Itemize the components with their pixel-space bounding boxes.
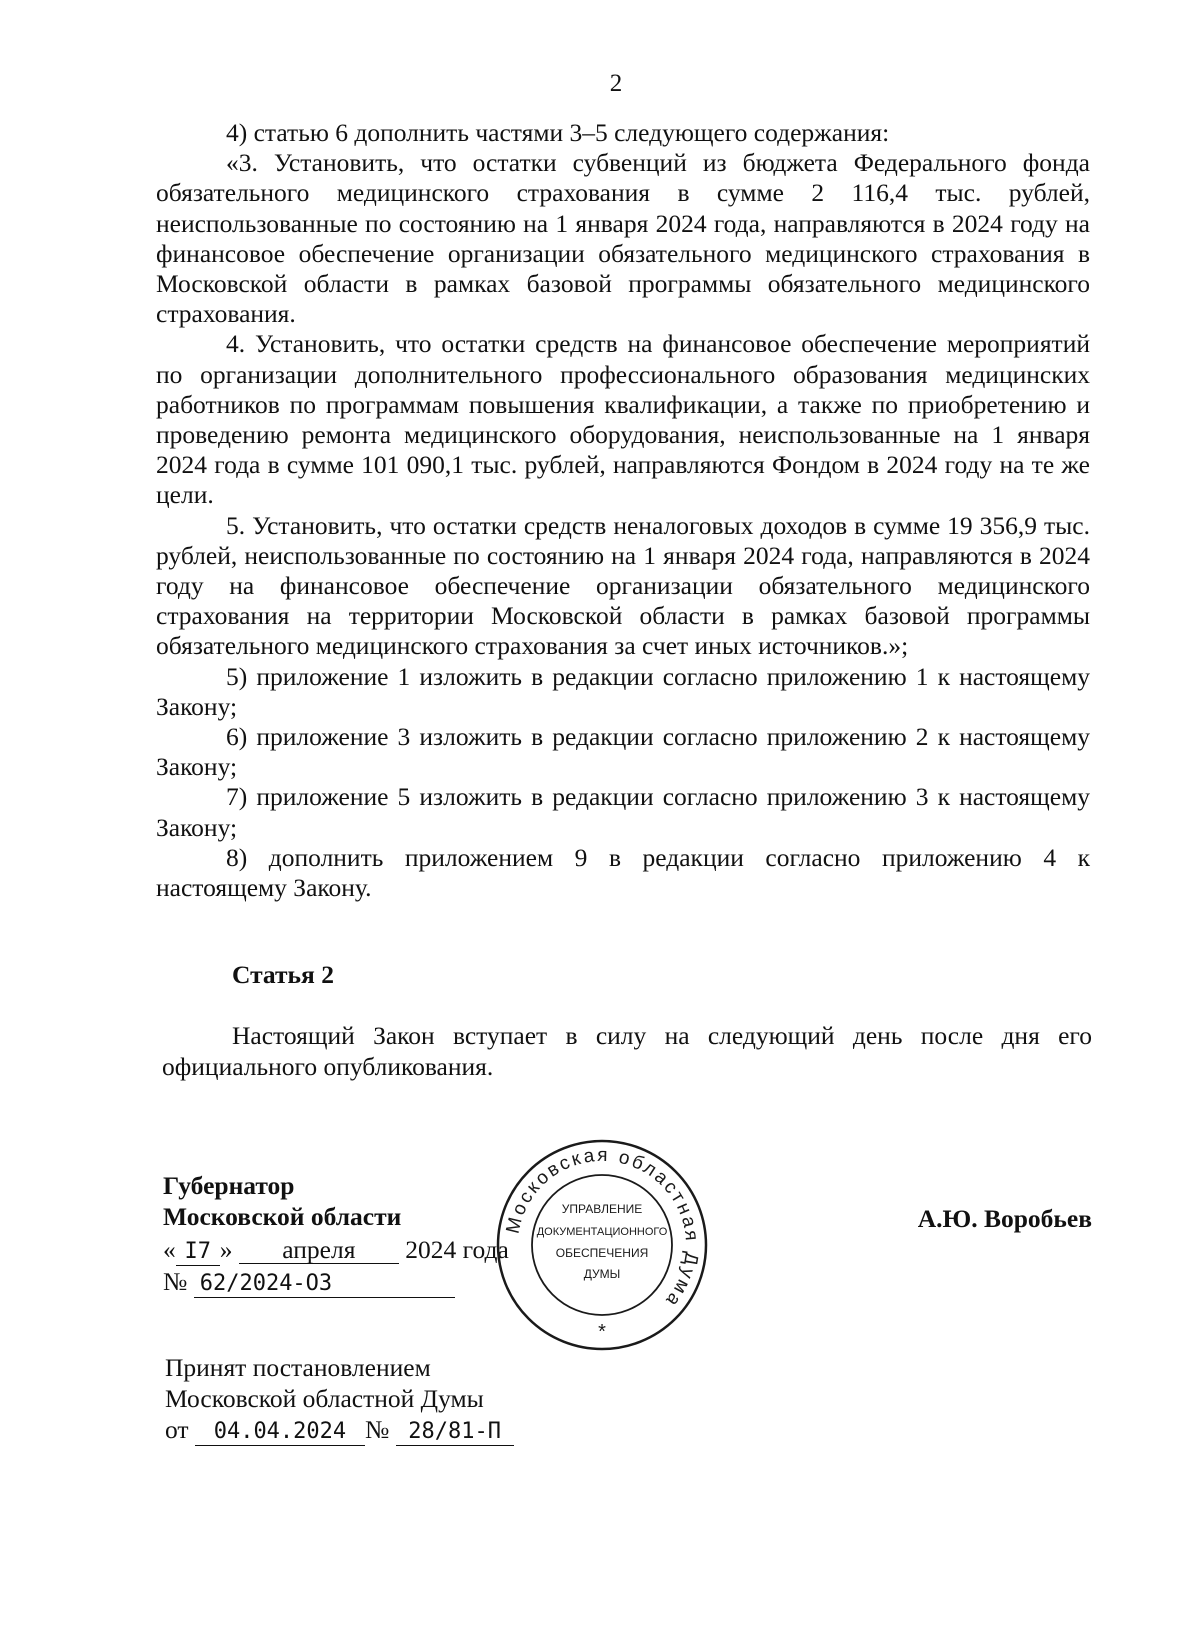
paragraph-part-3: «3. Установить, что остатки субвенций из бюджета Федерального фонда обязательного медицинского страхования в сумме 2 116,4 тыс. рублей, неиспользованные по состоянию на 1 января 2024 года, направляются в 2024 году на финансовое обеспечение организации обязательного медицинского страхования в Московской области в рамках базовой программы обязательного медицинского страхования. [156,148,1090,329]
page-number: 2 [609,70,623,97]
date-quote-close: » [219,1235,233,1264]
law-number-prefix: № [163,1267,188,1296]
seal-center-line-1: УПРАВЛЕНИЕ [561,1202,643,1216]
official-seal [492,1135,712,1355]
adoption-line-2: Московской областной Думы [165,1384,484,1413]
signature-block [163,1170,509,1298]
adoption-block [165,1352,514,1446]
paragraph-item-6: 6) приложение 3 изложить в редакции согласно приложению 2 к настоящему Закону; [156,722,1090,782]
article-2-heading: Статья 2 [232,960,334,989]
paragraph-item-4: 4) статью 6 дополнить частями 3–5 следующего содержания: [226,118,890,147]
signing-month-text: апреля [282,1235,356,1264]
seal-ring-text: Московская областная Дума [502,1144,703,1312]
seal-center-line-3: ОБЕСПЕЧЕНИЯ [555,1246,649,1260]
article-2-text: Настоящий Закон вступает в силу на следующий день после дня его официального опубликования. [162,1021,1092,1081]
adoption-details-line [165,1414,514,1446]
signer-position-line2: Московской области [163,1202,402,1231]
signing-day: I7 [176,1239,220,1266]
amendments-text [156,118,1090,903]
law-number-line [163,1266,509,1298]
signing-date-line [163,1234,509,1266]
adoption-number: 28/81-П [396,1419,514,1446]
paragraph-item-7: 7) приложение 5 изложить в редакции согласно приложению 3 к настоящему Закону; [156,782,1090,842]
seal-inner-ring [532,1175,672,1315]
paragraph-item-8: 8) дополнить приложением 9 в редакции согласно приложению 4 к настоящему Закону. [156,842,1090,903]
signer-position-line1: Губернатор [163,1171,295,1200]
date-quote-open: « [163,1235,176,1264]
adoption-date: 04.04.2024 [195,1419,365,1446]
adoption-from-label: от [165,1415,189,1444]
signing-year: 2024 года [405,1235,509,1264]
seal-center-line-4: ДУМЫ [583,1267,621,1281]
seal-outer-ring [498,1141,706,1349]
paragraph-item-5: 5) приложение 1 изложить в редакции согласно приложению 1 к настоящему Закону; [156,661,1090,721]
law-number: 62/2024-ОЗ [194,1271,455,1298]
seal-center-line-2: ДОКУМЕНТАЦИОННОГО [536,1226,668,1238]
paragraph-part-4: 4. Установить, что остатки средств на финансовое обеспечение мероприятий по организации дополнительного профессионального образования медицинских работников по программам повышения квалификации, а также по приобретению и проведению ремонта медицинского оборудования, неиспользованные на 1 января 2024 года в сумме 101 090,1 тыс. рублей, направляются Фондом в 2024 году на те же цели. [156,329,1090,510]
seal-star-icon: * [598,1321,606,1343]
signing-month [239,1237,399,1264]
paragraph-part-5: 5. Установить, что остатки средств неналоговых доходов в сумме 19 356,9 тыс. рублей, неиспользованные по состоянию на 1 января 2024 года, направляются в 2024 году на финансовое обеспечение организации обязательного медицинского страхования на территории Московской области в рамках базовой программы обязательного медицинского страхования за счет иных источников.»; [156,510,1090,661]
signer-name: А.Ю. Воробьев [917,1204,1092,1233]
article-2-text-block [162,1020,1092,1082]
adoption-line-1: Принят постановлением [165,1353,431,1382]
adoption-number-prefix: № [364,1415,390,1444]
